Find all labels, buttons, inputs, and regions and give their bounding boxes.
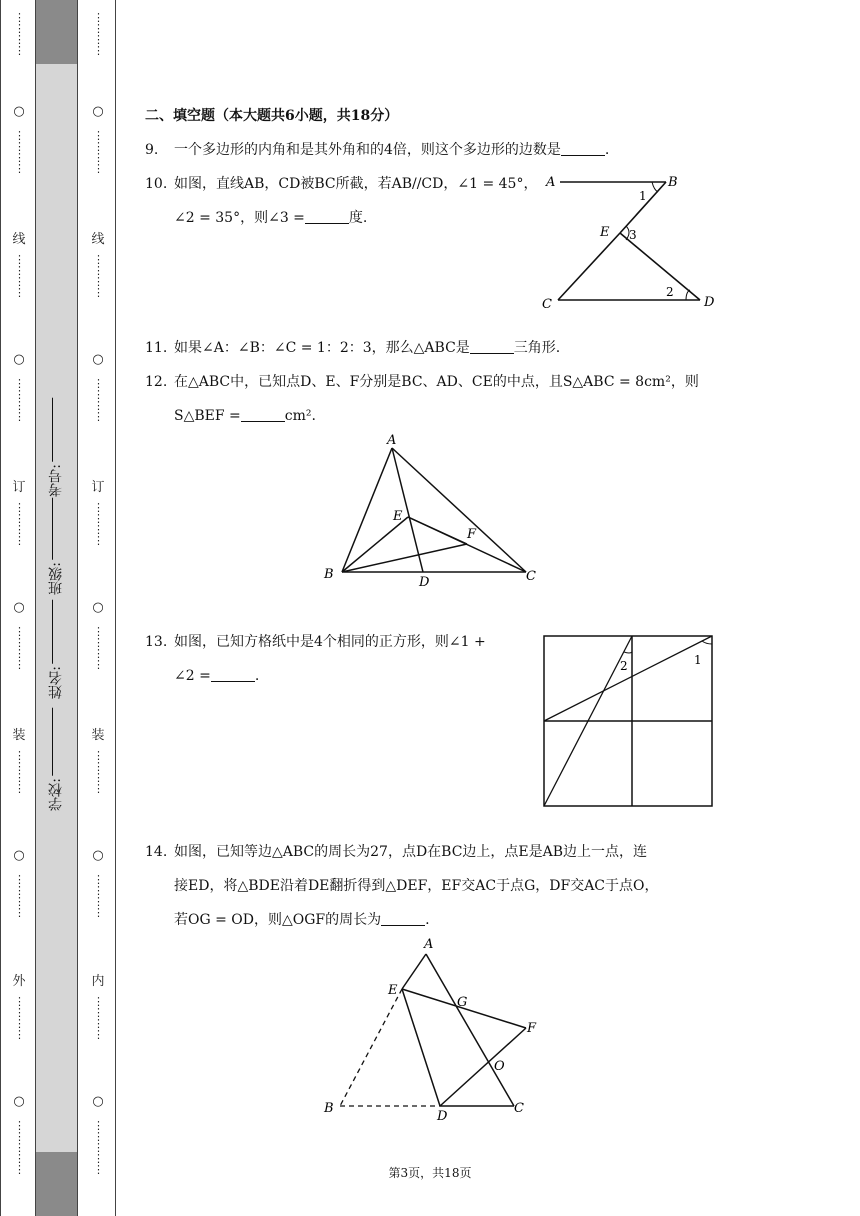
- figure-q10: [540, 168, 730, 316]
- label-d: D: [419, 575, 430, 590]
- answer-blank[interactable]: [241, 407, 285, 422]
- angle-2-arc: [624, 652, 632, 653]
- inner-char-3: 装: [91, 728, 105, 743]
- field-class-label: 班级:: [48, 562, 64, 595]
- field-class[interactable]: [46, 496, 70, 595]
- margin-dark-block-top: [36, 0, 77, 64]
- label-e: E: [393, 509, 403, 524]
- label-b: B: [324, 1101, 334, 1116]
- question-number: 9.: [145, 142, 159, 158]
- outer-char-1: 线: [12, 232, 26, 247]
- section-title: 二、填空题（本大题共6小题，共18分）: [145, 108, 399, 124]
- label-c: C: [542, 297, 552, 312]
- question-14: [145, 842, 647, 862]
- segment-bf: [342, 544, 467, 572]
- outer-char-3: 装: [12, 728, 26, 743]
- inner-char-2: 订: [91, 480, 105, 495]
- question-text-line3a: 若OG = OD，则△OGF的周长为: [174, 912, 382, 928]
- outer-char-2: 订: [12, 480, 26, 495]
- segment-ae: [402, 954, 426, 989]
- label-a: A: [387, 433, 397, 448]
- question-13-line2: [174, 666, 259, 686]
- answer-blank[interactable]: [381, 911, 425, 926]
- figure-q13: [540, 630, 718, 810]
- angle-1-arc: [652, 182, 658, 192]
- segment-ef: [408, 517, 467, 544]
- question-text-line3b: .: [425, 912, 430, 928]
- question-14-line2: [174, 876, 659, 896]
- label-f: F: [467, 527, 477, 542]
- question-text-line2: 接ED，将△BDE沿着DE翻折得到△DEF，EF交AC于点G，DF交AC于点O，: [174, 878, 659, 894]
- question-text-line2b: .: [254, 668, 260, 684]
- question-end: 三角形.: [513, 340, 561, 356]
- question-10-line2: [174, 208, 367, 228]
- label-e: E: [388, 983, 398, 998]
- label-d: D: [704, 295, 715, 310]
- question-14-line3: [174, 910, 430, 930]
- question-text-line2a: ∠2 =: [174, 668, 211, 684]
- label-f: F: [527, 1021, 537, 1036]
- answer-blank[interactable]: [561, 141, 605, 156]
- question-text-line2b: 度.: [348, 210, 368, 226]
- question-12-line2: [174, 406, 316, 426]
- field-exam-number-label: 考号:: [48, 464, 64, 497]
- page-footer: 第3页，共18页: [388, 1166, 472, 1180]
- question-12: [145, 372, 699, 392]
- outer-dot-column: ⋮ ⋮ ⋮ ⋮ ○ ⋮ ⋮ ⋮ ⋮ 线 ⋮ ⋮ ⋮ ⋮ ○ ⋮ ⋮ ⋮ ⋮ 订 ⋮ ⋮ ⋮ ⋮ ○ ⋮ ⋮ ⋮ ⋮ 装 ⋮ ⋮ ⋮ ⋮ ○ ⋮ ⋮ ⋮ ⋮ 外 ⋮ ⋮ ⋮ ⋮ ○ ⋮ ⋮ ⋮ ⋮ ⋮: [9, 0, 29, 1216]
- label-angle-2: 2: [620, 659, 628, 673]
- answer-blank[interactable]: [211, 667, 255, 682]
- margin-dark-block-bottom: [36, 1152, 77, 1216]
- question-text-line2b: cm².: [284, 408, 316, 424]
- question-text: 一个多边形的内角和是其外角和的4倍，则这个多边形的边数是: [174, 142, 561, 158]
- question-10: [145, 174, 537, 194]
- figure-q12: [316, 432, 546, 592]
- label-c: C: [526, 569, 536, 584]
- answer-blank[interactable]: [470, 339, 514, 354]
- question-text-line2a: ∠2 = 35°，则∠3 =: [174, 210, 305, 226]
- label-d: D: [437, 1109, 448, 1124]
- field-name-label: 姓名:: [48, 666, 64, 699]
- diagonal-line-2: [544, 636, 712, 721]
- side-ac: [426, 954, 514, 1106]
- inner-char-4: 内: [91, 974, 105, 989]
- answer-blank[interactable]: [305, 209, 349, 224]
- question-text-line1: 如图，直线AB，CD被BC所截，若AB//CD，∠1 = 45°，: [174, 176, 538, 192]
- label-e: E: [600, 225, 610, 240]
- inner-char-1: 线: [91, 232, 105, 247]
- question-number: 14.: [145, 844, 168, 860]
- label-a: A: [546, 175, 556, 190]
- dashed-eb: [340, 989, 402, 1106]
- figure-q14: [316, 932, 546, 1126]
- label-b: B: [668, 175, 678, 190]
- question-text-line1: 在△ABC中，已知点D、E、F分别是BC、AD、CE的中点，且S△ABC = 8cm²，则: [174, 374, 699, 390]
- angle-1-arc: [702, 641, 712, 644]
- segment-be: [342, 517, 408, 572]
- question-text-line1: 如图，已知等边△ABC的周长为27，点D在BC边上，点E是AB边上一点，连: [174, 844, 648, 860]
- line-ed: [620, 233, 700, 300]
- question-number: 11.: [145, 340, 168, 356]
- line-ec: [558, 233, 620, 300]
- label-angle-2: 2: [666, 285, 674, 299]
- question-13: [145, 632, 486, 652]
- field-school-label: 学校:: [48, 778, 64, 811]
- question-11: [145, 338, 560, 358]
- label-angle-1: 1: [694, 653, 702, 667]
- question-text: 如果∠A：∠B：∠C = 1：2：3，那么△ABC是: [174, 340, 470, 356]
- label-g: G: [457, 995, 468, 1010]
- label-angle-3: 3: [629, 228, 637, 242]
- question-9: [145, 140, 609, 160]
- label-angle-1: 1: [639, 189, 647, 203]
- label-a: A: [424, 937, 434, 952]
- segment-df: [440, 1028, 526, 1106]
- question-end: .: [604, 142, 610, 158]
- question-number: 10.: [145, 176, 168, 192]
- label-o: O: [494, 1059, 505, 1074]
- field-name[interactable]: [46, 598, 70, 699]
- question-text-line1: 如图，已知方格纸中是4个相同的正方形，则∠1 +: [174, 634, 486, 650]
- field-school[interactable]: [46, 706, 70, 811]
- question-number: 12.: [145, 374, 168, 390]
- side-ab: [342, 448, 392, 572]
- question-number: 13.: [145, 634, 168, 650]
- segment-ed: [402, 989, 440, 1106]
- label-c: C: [514, 1101, 524, 1116]
- label-b: B: [324, 567, 334, 582]
- side-ac: [392, 448, 526, 572]
- outer-char-4: 外: [12, 974, 26, 989]
- inner-dot-column: ⋮ ⋮ ⋮ ⋮ ○ ⋮ ⋮ ⋮ ⋮ 线 ⋮ ⋮ ⋮ ⋮ ○ ⋮ ⋮ ⋮ ⋮ 订 ⋮ ⋮ ⋮ ⋮ ○ ⋮ ⋮ ⋮ ⋮ 装 ⋮ ⋮ ⋮ ⋮ ○ ⋮ ⋮ ⋮ ⋮ 内 ⋮ ⋮ ⋮ ⋮ ○ ⋮ ⋮ ⋮ ⋮ ⋮: [88, 0, 108, 1216]
- field-exam-number[interactable]: [46, 396, 70, 497]
- question-text-line2a: S△BEF =: [174, 408, 241, 424]
